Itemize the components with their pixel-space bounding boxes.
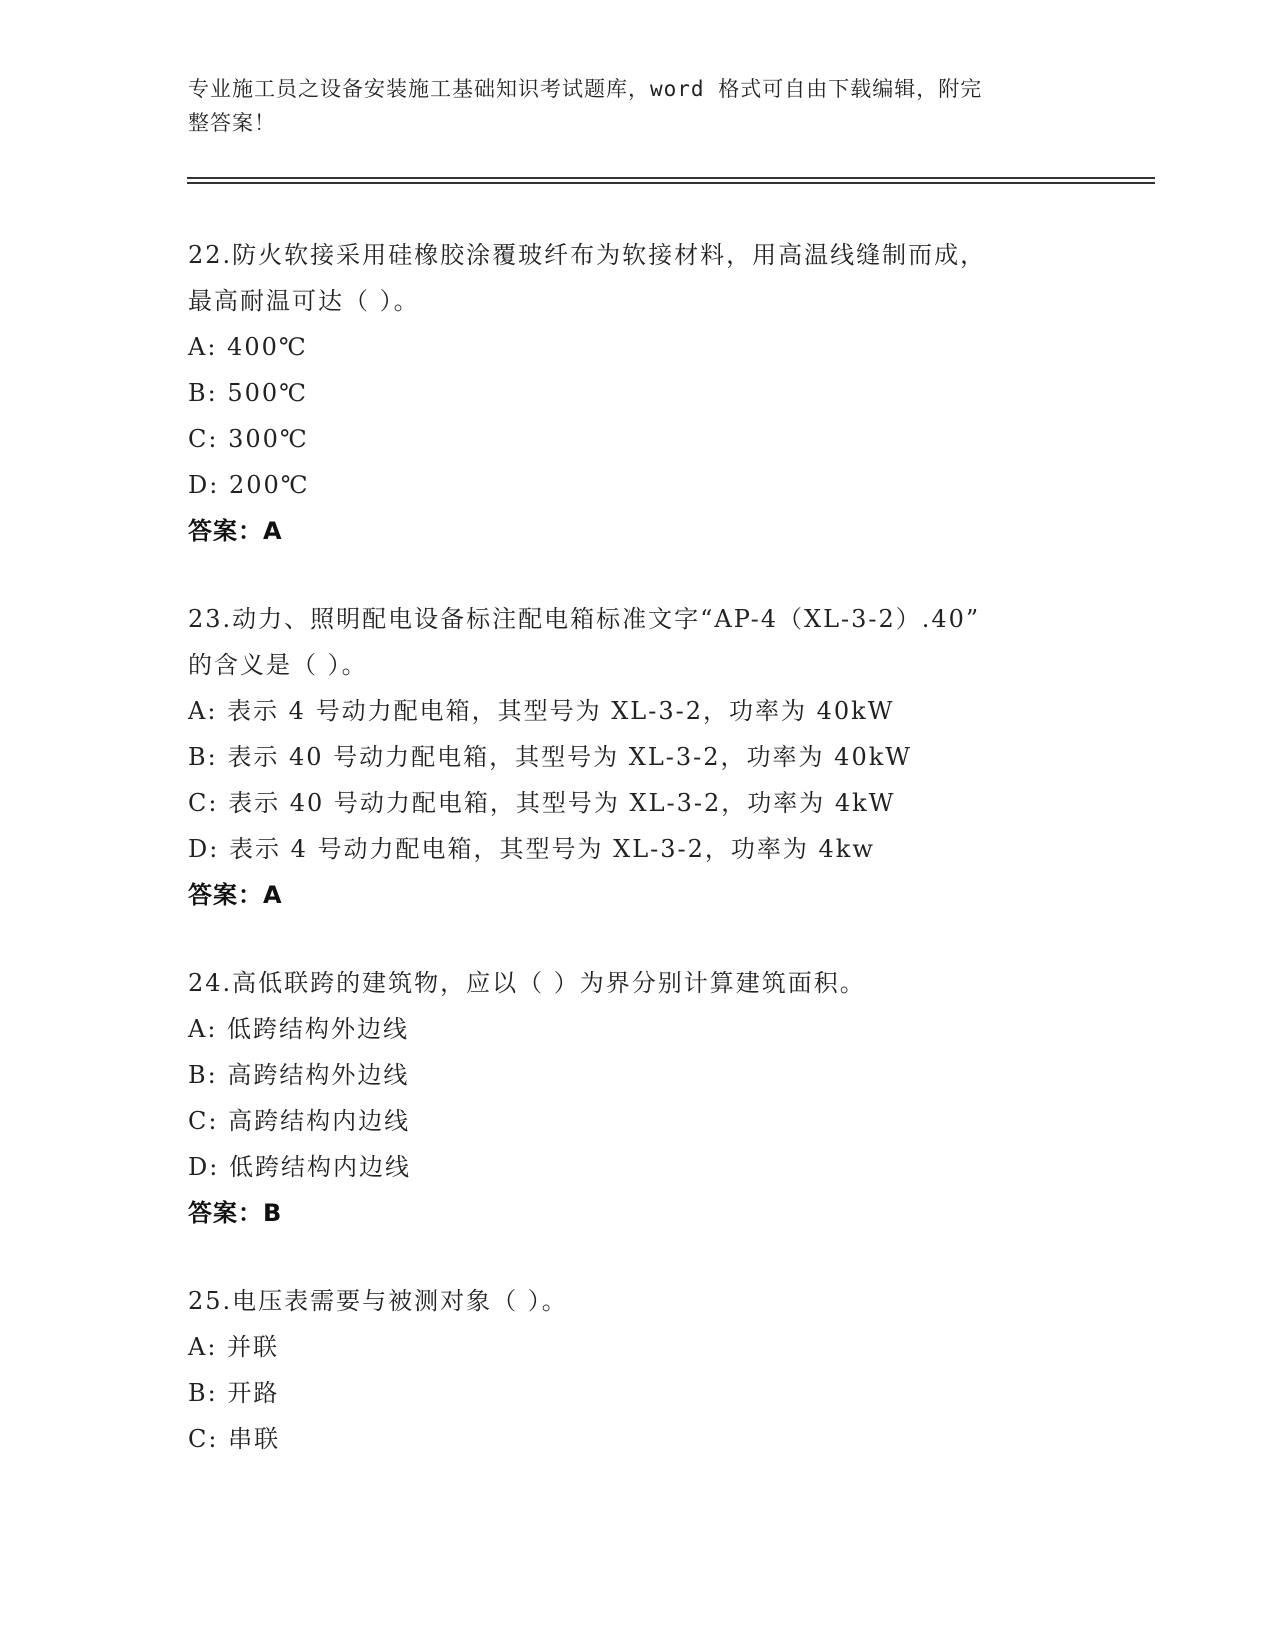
answer-label: 答案： bbox=[188, 1199, 263, 1227]
option-d: D: 表示 4 号动力配电箱，其型号为 XL-3-2，功率为 4kw bbox=[188, 835, 875, 863]
answer-value: B bbox=[263, 1199, 283, 1227]
option-b: B: 开路 bbox=[188, 1379, 280, 1407]
option-d: D: 低跨结构内边线 bbox=[188, 1153, 411, 1181]
question-stem-line: 22.防火软接采用硅橡胶涂覆玻纤布为软接材料，用高温线缝制而成， bbox=[188, 241, 987, 269]
answer-line bbox=[188, 508, 1148, 554]
question-stem-line: 最高耐温可达（ ）。 bbox=[188, 287, 420, 315]
question-22 bbox=[188, 232, 1148, 554]
option-c: C: 高跨结构内边线 bbox=[188, 1107, 411, 1135]
option-b: B: 表示 40 号动力配电箱，其型号为 XL-3-2，功率为 40kW bbox=[188, 743, 912, 771]
question-23 bbox=[188, 596, 1148, 918]
answer-label: 答案： bbox=[188, 881, 263, 909]
question-25 bbox=[188, 1278, 1148, 1462]
question-list bbox=[188, 232, 1148, 1504]
option-c: C: 表示 40 号动力配电箱，其型号为 XL-3-2，功率为 4kW bbox=[188, 789, 896, 817]
question-stem-line: 的含义是（ ）。 bbox=[188, 651, 368, 679]
question-stem-line: 25.电压表需要与被测对象（ ）。 bbox=[188, 1287, 568, 1315]
option-a: A: 表示 4 号动力配电箱，其型号为 XL-3-2，功率为 40kW bbox=[188, 697, 895, 725]
option-c: C: 300℃ bbox=[188, 425, 309, 453]
header-divider-top bbox=[187, 177, 1155, 179]
answer-line bbox=[188, 1190, 1148, 1236]
header-line-1: 专业施工员之设备安装施工基础知识考试题库，word 格式可自由下载编辑，附完 bbox=[188, 77, 983, 101]
option-c: C: 串联 bbox=[188, 1425, 281, 1453]
option-d: D: 200℃ bbox=[188, 471, 310, 499]
answer-label: 答案： bbox=[188, 517, 263, 545]
option-a: A: 400℃ bbox=[188, 333, 308, 361]
option-a: A: 并联 bbox=[188, 1333, 280, 1361]
header-line-2: 整答案！ bbox=[188, 111, 276, 135]
option-b: B: 高跨结构外边线 bbox=[188, 1061, 410, 1089]
answer-value: A bbox=[263, 517, 283, 545]
document-header bbox=[188, 72, 1088, 140]
header-divider-bottom bbox=[187, 182, 1155, 184]
answer-line bbox=[188, 872, 1148, 918]
question-stem-line: 23.动力、照明配电设备标注配电箱标准文字“AP-4（XL-3-2）.40” bbox=[188, 605, 981, 633]
answer-value: A bbox=[263, 881, 283, 909]
question-stem-line: 24.高低联跨的建筑物，应以（ ）为界分别计算建筑面积。 bbox=[188, 969, 866, 997]
option-b: B: 500℃ bbox=[188, 379, 309, 407]
question-24 bbox=[188, 960, 1148, 1236]
option-a: A: 低跨结构外边线 bbox=[188, 1015, 410, 1043]
